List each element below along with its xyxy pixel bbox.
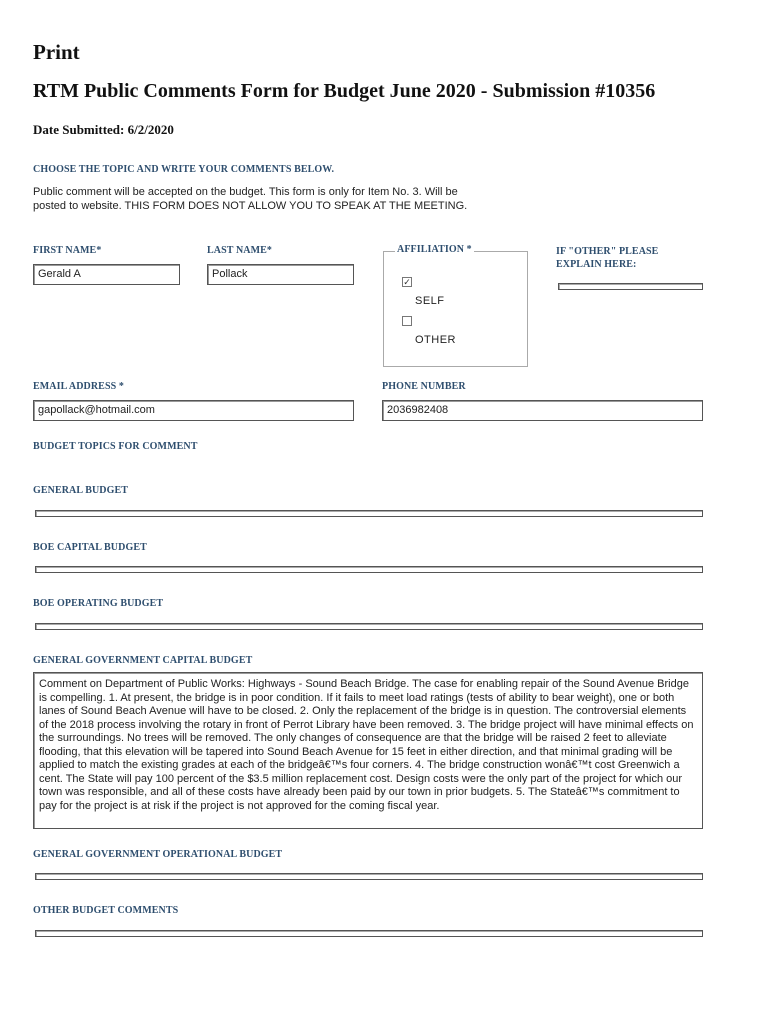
boe-capital-label: BOE CAPITAL BUDGET [33, 542, 147, 553]
gg-operational-label: GENERAL GOVERNMENT OPERATIONAL BUDGET [33, 849, 283, 860]
first-name-field[interactable]: Gerald A [33, 264, 180, 285]
general-budget-label: GENERAL BUDGET [33, 485, 129, 496]
other-comments-label: OTHER BUDGET COMMENTS [33, 905, 179, 916]
last-name-label: LAST NAME* [207, 245, 272, 256]
form-title: RTM Public Comments Form for Budget June 2020 - Submission #10356 [33, 80, 656, 102]
other-explain-field[interactable] [558, 283, 703, 290]
print-link[interactable]: Print [33, 40, 80, 64]
boe-operating-label: BOE OPERATING BUDGET [33, 598, 164, 609]
budget-topics-heading: BUDGET TOPICS FOR COMMENT [33, 441, 198, 452]
self-option-label: SELF [415, 295, 445, 307]
checkmark-icon: ✓ [403, 277, 411, 287]
gg-capital-comment[interactable]: Comment on Department of Public Works: Highways - Sound Beach Bridge. The case for enabling repair of the Sound Avenue Bridge is compelling. 1. At present, the bridge is in poor condition. If it fails to meet load ratings (tests of ability to bear weight), one or both lanes of Sound Beach Avenue will have to be closed. 2. Only the replacement of the bridge is in question. The controversial elements of the 2018 process involving the rotary in front of Perrot Library have been removed. 3. The bridge project will have minimal effects on the surroundings. No trees will be removed. The only changes of consequence are that the bridge will be raised 2 feet to alleviate flooding, that this elevation will be tapered into Sound Beach Avenue for 15 feet in either direction, and that minimal grading will be applied to match the existing grades at each of the bridgeâ€™s four corners. 4. The bridge construction wonâ€™t cost Greenwich a cent. The State will pay 100 percent of the $3.5 million replacement cost. Design costs were the only part of the project for which our town was responsible, and all of these costs have already been paid by our town in prior budgets. 5. The Stateâ€™s commitment to pay for the project is at risk if the project is not approved for the coming fiscal year. [33, 672, 703, 829]
affiliation-group [383, 251, 528, 367]
other-comments-field[interactable] [35, 930, 703, 937]
email-label: EMAIL ADDRESS * [33, 381, 124, 392]
phone-label: PHONE NUMBER [382, 381, 466, 392]
boe-capital-field[interactable] [35, 566, 703, 573]
instructions-heading: CHOOSE THE TOPIC AND WRITE YOUR COMMENTS BELOW. [33, 164, 335, 175]
instructions-text: Public comment will be accepted on the budget. This form is only for Item No. 3. Will be posted to website. THIS FORM DOES NOT ALLOW YOU TO SPEAK AT THE MEETING. [33, 186, 468, 212]
last-name-field[interactable]: Pollack [207, 264, 354, 285]
phone-field[interactable]: 2036982408 [382, 400, 703, 421]
first-name-label: FIRST NAME* [33, 245, 102, 256]
self-checkbox[interactable] [402, 277, 412, 287]
gg-capital-label: GENERAL GOVERNMENT CAPITAL BUDGET [33, 655, 253, 666]
general-budget-field[interactable] [35, 510, 703, 517]
other-option-label: OTHER [415, 334, 456, 346]
date-submitted: Date Submitted: 6/2/2020 [33, 122, 174, 137]
affiliation-label: AFFILIATION * [397, 244, 472, 255]
other-explain-label: IF "OTHER" PLEASE EXPLAIN HERE: [556, 246, 659, 270]
gg-operational-field[interactable] [35, 873, 703, 880]
other-checkbox[interactable] [402, 316, 412, 326]
email-field[interactable]: gapollack@hotmail.com [33, 400, 354, 421]
boe-operating-field[interactable] [35, 623, 703, 630]
